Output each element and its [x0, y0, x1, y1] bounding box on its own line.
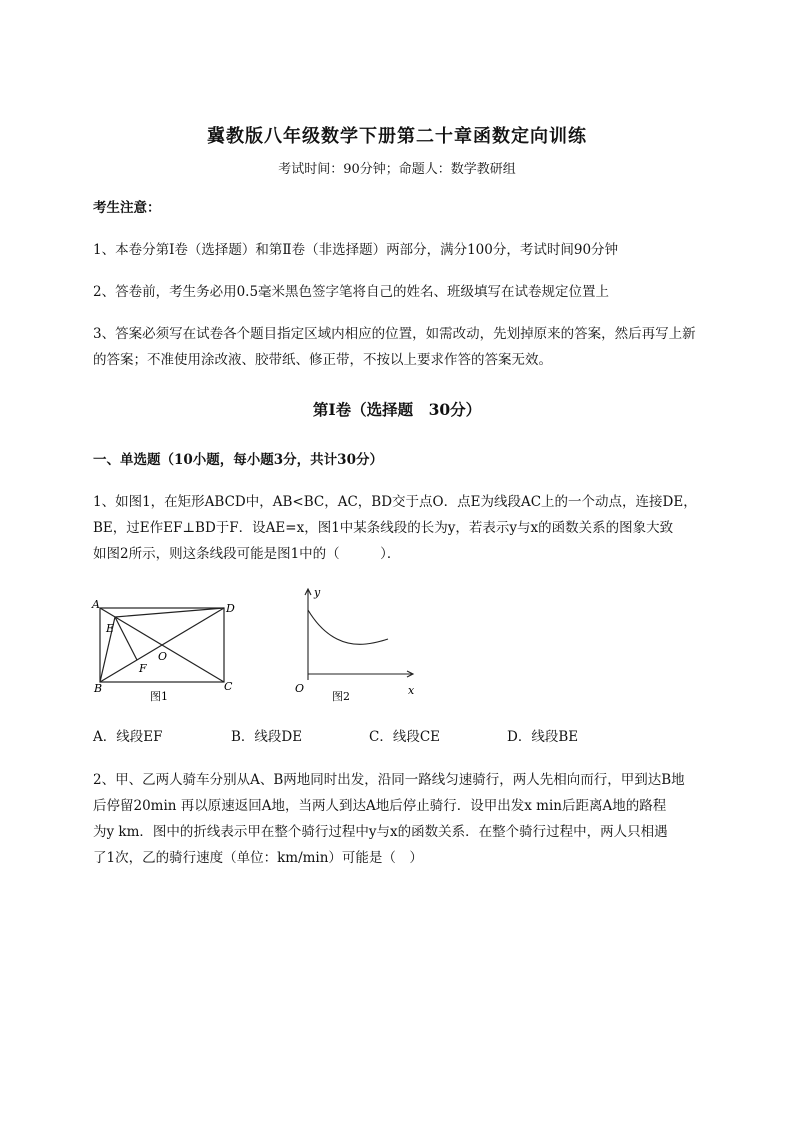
q1-choice-b[interactable]: B．线段DE [231, 729, 303, 745]
figure-2-graph [286, 584, 426, 708]
segment-de [115, 608, 224, 617]
label-d: D [226, 602, 235, 615]
figure-2-caption: 图2 [332, 690, 350, 703]
exam-title: 冀教版八年级数学下册第二十章函数定向训练 [207, 126, 587, 147]
section-heading: 一、单选题（10小题，每小题3分，共计30分） [93, 452, 383, 468]
label-b: B [94, 682, 103, 695]
label-o: O [158, 650, 168, 663]
q1-line-1: 1、如图1，在矩形ABCD中，AB<BC，AC，BD交于点O．点E为线段AC上的一个动点，连接DE， [93, 494, 697, 510]
notice-item-3-cont: 的答案；不准使用涂改液、胶带纸、修正带，不按以上要求作答的答案无效。 [93, 352, 552, 368]
q2-line-1: 2、甲、乙两人骑车分别从A、B两地同时出发，沿同一路线匀速骑行，两人先相向而行，甲到达B地 [93, 772, 685, 788]
q2-line-2: 后停留20min 再以原速返回A地，当两人到达A地后停止骑行．设甲出发x min后距离A地的路程 [93, 798, 667, 814]
label-y: y [314, 586, 321, 599]
label-c: C [224, 680, 233, 693]
label-x: x [408, 684, 415, 697]
notice-item-2: 2、答卷前，考生务必用0.5毫米黑色签字笔将自己的姓名、班级填写在试卷规定位置上 [93, 284, 610, 300]
q1-line-3: 如图2所示，则这条线段可能是图1中的（ ）． [93, 546, 401, 562]
notice-heading: 考生注意： [93, 200, 161, 216]
q1-choice-a[interactable]: A．线段EF [93, 729, 163, 745]
q2-line-4: 了1次，乙的骑行速度（单位：km/min）可能是（ ） [93, 850, 423, 866]
notice-item-3: 3、答案必须写在试卷各个题目指定区域内相应的位置，如需改动，先划掉原来的答案，然后再写上新 [93, 326, 696, 342]
q1-choice-d[interactable]: D．线段BE [507, 729, 579, 745]
figure-1-caption: 图1 [150, 690, 168, 703]
q1-choice-c[interactable]: C．线段CE [369, 729, 441, 745]
label-origin: O [295, 682, 305, 695]
label-a: A [92, 598, 100, 611]
part1-title: 第I卷（选择题 30分） [312, 400, 482, 419]
q1-line-2: BE，过E作EF⊥BD于F．设AE=x，图1中某条线段的长为y，若表示y与x的函数关系的图象大致 [93, 520, 674, 536]
figure-1-rectangle [88, 596, 248, 708]
label-f: F [139, 662, 147, 675]
function-curve [308, 610, 388, 644]
label-e: E [106, 622, 115, 635]
notice-item-1: 1、本卷分第I卷（选择题）和第Ⅱ卷（非选择题）两部分，满分100分，考试时间90分钟 [93, 242, 619, 258]
exam-subtitle: 考试时间：90分钟；命题人：数学教研组 [278, 162, 516, 177]
q2-line-3: 为y km．图中的折线表示甲在整个骑行过程中y与x的函数关系．在整个骑行过程中，两人只相遇 [93, 824, 668, 840]
